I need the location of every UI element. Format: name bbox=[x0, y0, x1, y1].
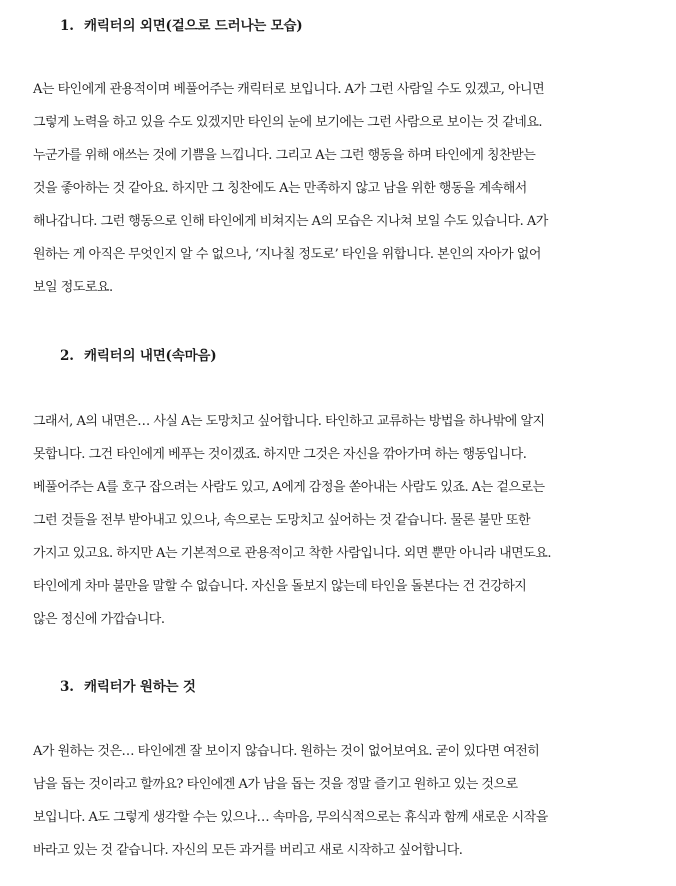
paragraph-line: 않은 정신에 가깝습니다. bbox=[33, 612, 165, 627]
paragraph-line: A는 타인에게 관용적이며 베풀어주는 캐릭터로 보입니다. A가 그런 사람일 수도 있겠고, 아니면 bbox=[33, 82, 545, 97]
section-title: 캐릭터가 원하는 것 bbox=[84, 679, 196, 695]
section-number: 3. bbox=[60, 679, 74, 695]
paragraph-line: 베풀어주는 A를 호구 잡으려는 사람도 있고, A에게 감정을 쏟아내는 사람도 있죠. A는 겉으로는 bbox=[33, 480, 545, 495]
paragraph-line: 원하는 게 아직은 무엇인지 알 수 없으나, ‘지나칠 정도로’ 타인을 위합니다. 본인의 자아가 없어 bbox=[33, 247, 541, 262]
section-title: 캐릭터의 외면(겉으로 드러나는 모습) bbox=[84, 18, 303, 34]
paragraph-line: A가 원하는 것은… 타인에겐 잘 보이지 않습니다. 원하는 것이 없어보여요. 굳이 있다면 여전히 bbox=[33, 744, 540, 759]
section-heading-1 bbox=[60, 14, 303, 34]
section-heading-2 bbox=[60, 344, 216, 364]
section-paragraph-2 bbox=[33, 405, 645, 636]
paragraph-line: 못합니다. 그건 타인에게 베푸는 것이겠죠. 하지만 그것은 자신을 깎아가며 하는 행동입니다. bbox=[33, 447, 527, 462]
paragraph-line: 남을 돕는 것이라고 할까요? 타인에겐 A가 남을 돕는 것을 정말 즐기고 원하고 있는 것으로 bbox=[33, 777, 518, 792]
paragraph-line: 해나갑니다. 그런 행동으로 인해 타인에게 비쳐지는 A의 모습은 지나쳐 보일 수도 있습니다. A가 bbox=[33, 214, 548, 229]
section-number: 2. bbox=[60, 348, 74, 364]
paragraph-line: 그런 것들을 전부 받아내고 있으나, 속으로는 도망치고 싶어하는 것 같습니다. 물론 불만 또한 bbox=[33, 513, 530, 528]
paragraph-line: 바라고 있는 것 같습니다. 자신의 모든 과거를 버리고 새로 시작하고 싶어합니다. bbox=[33, 843, 463, 858]
section-paragraph-1 bbox=[33, 73, 645, 304]
paragraph-line: 보입니다. A도 그렇게 생각할 수는 있으나… 속마음, 무의식적으로는 휴식과 함께 새로운 시작을 bbox=[33, 810, 548, 825]
section-paragraph-3 bbox=[33, 735, 645, 867]
paragraph-line: 그렇게 노력을 하고 있을 수도 있겠지만 타인의 눈에 보기에는 그런 사람으로 보이는 것 같네요. bbox=[33, 115, 543, 130]
paragraph-line: 타인에게 차마 불만을 말할 수 없습니다. 자신을 돌보지 않는데 타인을 돌본다는 건 건강하지 bbox=[33, 579, 527, 594]
section-title: 캐릭터의 내면(속마음) bbox=[84, 348, 217, 364]
paragraph-line: 것을 좋아하는 것 같아요. 하지만 그 칭찬에도 A는 만족하지 않고 남을 위한 행동을 계속해서 bbox=[33, 181, 527, 196]
section-number: 1. bbox=[60, 18, 74, 34]
paragraph-line: 누군가를 위해 애쓰는 것에 기쁨을 느낍니다. 그리고 A는 그런 행동을 하며 타인에게 칭찬받는 bbox=[33, 148, 536, 163]
section-heading-3 bbox=[60, 675, 196, 695]
paragraph-line: 가지고 있고요. 하지만 A는 기본적으로 관용적이고 착한 사람입니다. 외면 뿐만 아니라 내면도요. bbox=[33, 546, 551, 561]
paragraph-line: 보일 정도로요. bbox=[33, 280, 113, 295]
paragraph-line: 그래서, A의 내면은… 사실 A는 도망치고 싶어합니다. 타인하고 교류하는 방법을 하나밖에 알지 bbox=[33, 414, 545, 429]
